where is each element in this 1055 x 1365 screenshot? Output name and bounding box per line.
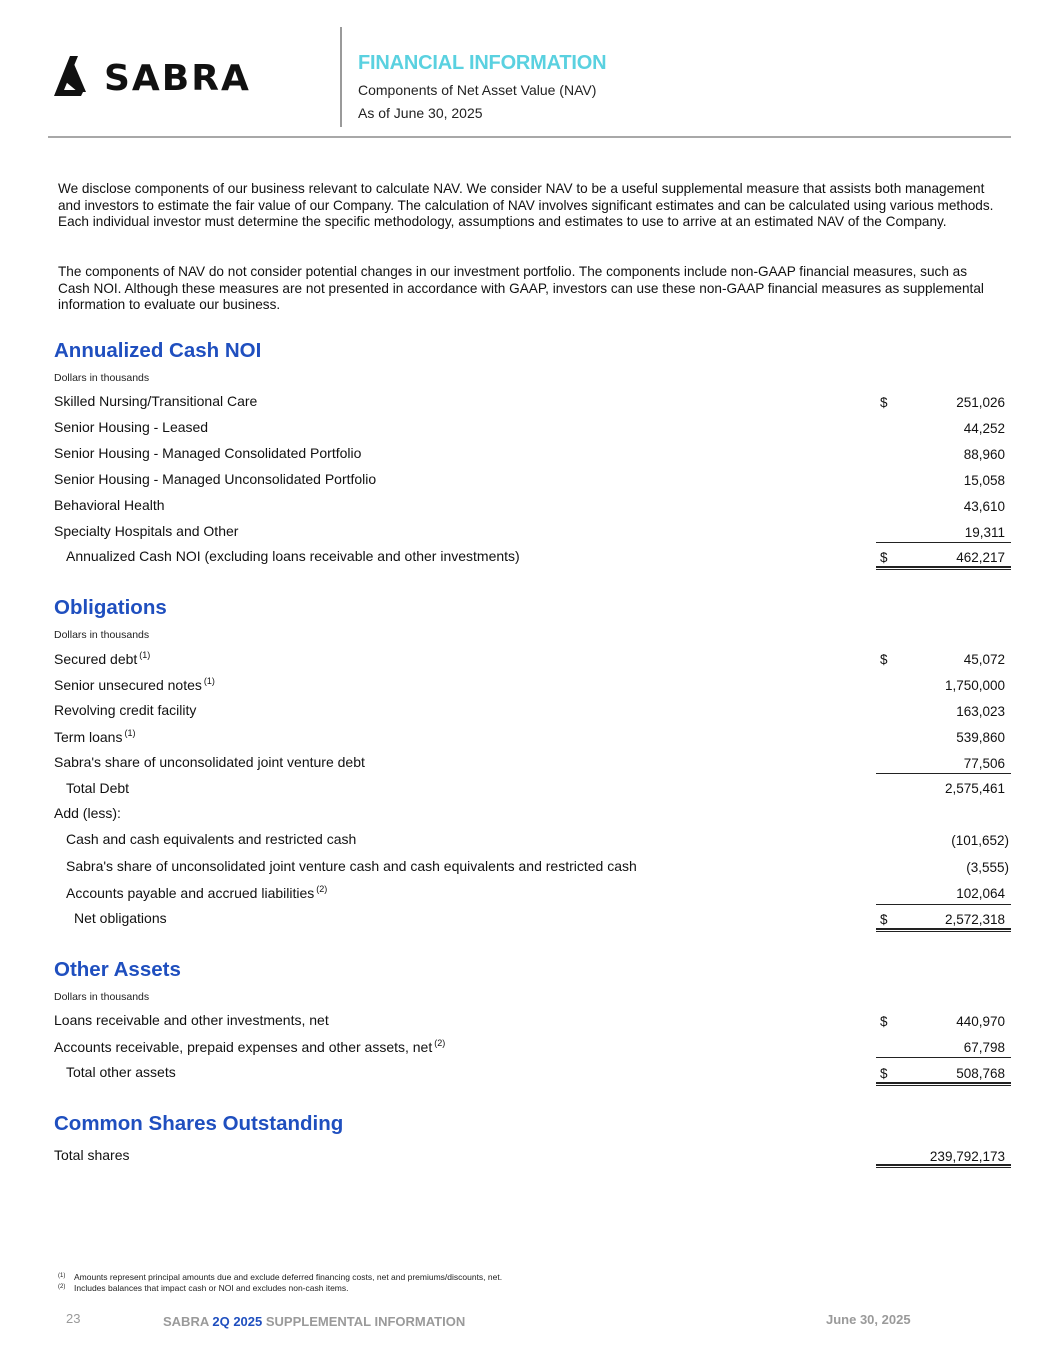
- units-label-noi: Dollars in thousands: [54, 372, 150, 384]
- header-title: FINANCIAL INFORMATION: [358, 52, 607, 74]
- adjustment-row-value: (3,555): [966, 860, 1009, 875]
- obligation-row-label: Sabra's share of unconsolidated joint venture debt: [54, 754, 365, 770]
- currency-symbol: $: [880, 652, 888, 667]
- obligation-row-value: 163,023: [956, 704, 1005, 719]
- noi-row-value: 88,960: [963, 447, 1005, 462]
- noi-row-label: Behavioral Health: [54, 497, 165, 513]
- other-asset-row-value: 440,970: [956, 1014, 1005, 1029]
- section-title-shares: Common Shares Outstanding: [54, 1112, 344, 1135]
- footnote-2: $^{(2)}$ Includes balances that impact cash or NOI and excludes non-cash items.: [58, 1283, 349, 1293]
- obligation-row-label: Term loans $^{(1)}$: [54, 728, 136, 745]
- footer-date: June 30, 2025: [826, 1312, 911, 1327]
- adjustment-row-value: (101,652): [951, 833, 1009, 848]
- noi-total-label: Annualized Cash NOI (excluding loans receivable and other investments): [66, 548, 520, 564]
- footnote-1: $^{(1)}$ Amounts represent principal amounts due and exclude deferred financing costs, net and premiums/discounts, net.: [58, 1272, 503, 1282]
- subtotal-rule: [876, 773, 1011, 774]
- total-debt-label: Total Debt: [66, 780, 130, 796]
- other-asset-row-value: 67,798: [963, 1040, 1005, 1055]
- noi-row-value: 44,252: [963, 421, 1005, 436]
- sabra-logo: [52, 52, 297, 98]
- net-obligations-value: 2,572,318: [944, 912, 1005, 927]
- svg-text:SABRA: SABRA: [104, 58, 251, 98]
- section-title-noi: Annualized Cash NOI: [54, 339, 262, 362]
- total-double-rule: [876, 1082, 1011, 1086]
- noi-row-label: Senior Housing - Leased: [54, 419, 209, 435]
- total-shares-value: 239,792,173: [929, 1149, 1005, 1164]
- page-number: 23: [66, 1311, 81, 1326]
- currency-symbol: $: [880, 395, 888, 410]
- adjustment-row-label: Sabra's share of unconsolidated joint venture cash and cash equivalents and restricted cash: [66, 858, 637, 874]
- total-other-assets-value: 508,768: [956, 1066, 1005, 1081]
- adjustment-row-value: 102,064: [956, 886, 1005, 901]
- units-label-obligations: Dollars in thousands: [54, 629, 150, 641]
- obligation-row-label: Senior unsecured notes $^{(1)}$: [54, 676, 215, 693]
- obligation-row-value: 539,860: [956, 730, 1005, 745]
- intro-paragraph-2: The components of NAV do not consider potential changes in our investment portfolio. The components include non-GAAP financial measures, such as Cash NOI. Although these measures are not presented in accordance with GAAP, investors can use these non-GAAP financial measures as supplemental information to evaluate our business.: [58, 264, 984, 313]
- noi-row-value: 251,026: [956, 395, 1005, 410]
- header-divider: [340, 27, 342, 127]
- total-double-rule: [876, 928, 1011, 932]
- adjustment-row-label: Accounts payable and accrued liabilities $^{(2)}$: [66, 884, 328, 901]
- noi-row-label: Specialty Hospitals and Other: [54, 523, 239, 539]
- footnote-ref: (2): [434, 1038, 446, 1048]
- net-obligations-label: Net obligations: [74, 910, 167, 926]
- total-double-rule: [876, 566, 1011, 570]
- header-rule: [48, 136, 1011, 138]
- currency-symbol: $: [880, 550, 888, 565]
- noi-row-value: 19,311: [964, 525, 1005, 540]
- currency-symbol: $: [880, 1014, 888, 1029]
- footnote-ref: (2): [316, 884, 328, 894]
- total-shares-label: Total shares: [54, 1147, 130, 1163]
- obligation-row-value: 77,506: [963, 756, 1005, 771]
- other-asset-row-label: Loans receivable and other investments, net: [54, 1012, 329, 1028]
- subtotal-rule: [876, 542, 1011, 543]
- adjustment-row-label: Cash and cash equivalents and restricted cash: [66, 831, 357, 847]
- noi-total-value: 462,217: [956, 550, 1005, 565]
- total-debt-value: 2,575,461: [944, 781, 1005, 796]
- other-asset-row-label: Accounts receivable, prepaid expenses and other assets, net $^{(2)}$: [54, 1038, 446, 1055]
- obligation-row-label: Revolving credit facility: [54, 702, 197, 718]
- footnote-ref: (1): [203, 676, 215, 686]
- currency-symbol: $: [880, 912, 888, 927]
- intro-paragraph-1: We disclose components of our business relevant to calculate NAV. We consider NAV to be a useful supplemental measure that assists both management and investors to estimate the fair value of our Company. The calculation of NAV involves significant estimates and can be calculated using various methods. Each individual investor must determine the specific methodology, assumptions and estimates to use to arrive at an estimated NAV of the Company.: [58, 181, 994, 230]
- noi-row-value: 43,610: [963, 499, 1005, 514]
- subtotal-rule: [876, 1057, 1011, 1058]
- currency-symbol: $: [880, 1066, 888, 1081]
- noi-row-label: Skilled Nursing/Transitional Care: [54, 393, 258, 409]
- header-as-of: As of June 30, 2025: [358, 105, 483, 121]
- footer-label: SABRA 2Q 2025 SUPPLEMENTAL INFORMATION: [163, 1314, 466, 1329]
- section-title-obligations: Obligations: [54, 596, 167, 619]
- units-label-other-assets: Dollars in thousands: [54, 991, 150, 1003]
- section-title-other-assets: Other Assets: [54, 958, 181, 981]
- add-less-label: Add (less):: [54, 805, 121, 821]
- total-double-rule: [876, 1164, 1011, 1168]
- obligation-row-value: 1,750,000: [944, 678, 1005, 693]
- footnote-ref: (1): [124, 728, 136, 738]
- obligation-row-value: 45,072: [963, 652, 1005, 667]
- noi-row-label: Senior Housing - Managed Unconsolidated Portfolio: [54, 471, 377, 487]
- noi-row-value: 15,058: [963, 473, 1005, 488]
- subtotal-rule: [876, 904, 1011, 905]
- noi-row-label: Senior Housing - Managed Consolidated Portfolio: [54, 445, 362, 461]
- header-subtitle: Components of Net Asset Value (NAV): [358, 82, 597, 98]
- total-other-assets-label: Total other assets: [66, 1064, 176, 1080]
- footnote-ref: (1): [139, 650, 151, 660]
- obligation-row-label: Secured debt $^{(1)}$: [54, 650, 151, 667]
